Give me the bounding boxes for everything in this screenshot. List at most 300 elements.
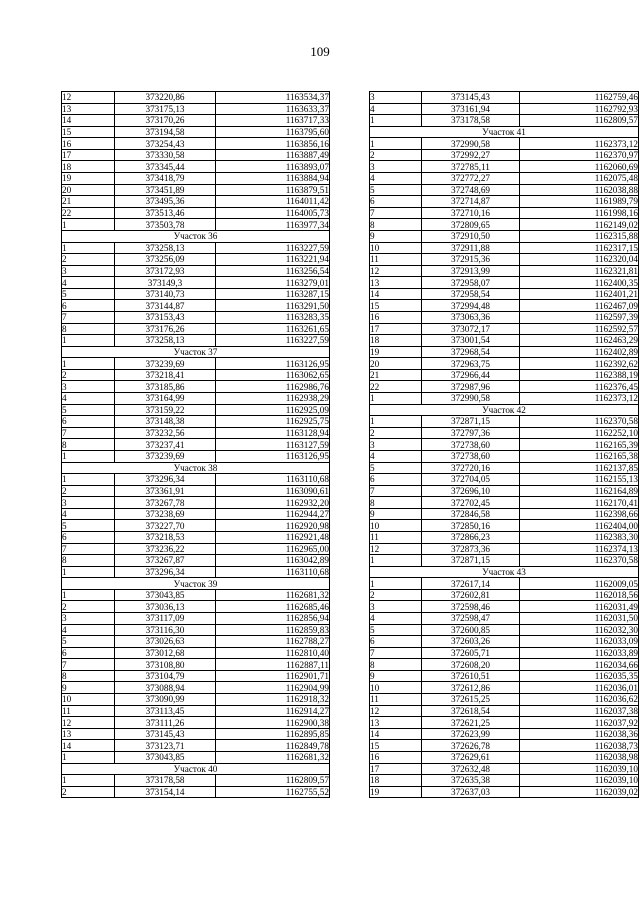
y-coordinate-cell: 1162401,21 — [520, 288, 639, 300]
y-coordinate-cell: 1162463,29 — [520, 335, 639, 347]
point-number-cell: 3 — [62, 497, 115, 509]
x-coordinate-cell: 372702,45 — [422, 497, 520, 509]
x-coordinate-cell: 372963,75 — [422, 358, 520, 370]
coordinate-row — [370, 149, 639, 161]
coordinate-row — [62, 381, 330, 393]
x-coordinate-cell: 373159,22 — [115, 404, 216, 416]
y-coordinate-cell: 1163126,95 — [216, 358, 330, 370]
coordinate-row — [370, 173, 639, 185]
point-number-cell: 12 — [62, 717, 115, 729]
section-header-row — [62, 763, 330, 775]
y-coordinate-cell: 1163042,89 — [216, 555, 330, 567]
x-coordinate-cell: 373149,3 — [115, 277, 216, 289]
y-coordinate-cell: 1162039,10 — [520, 763, 639, 775]
x-coordinate-cell: 373296,34 — [115, 474, 216, 486]
y-coordinate-cell: 1162031,49 — [520, 601, 639, 613]
y-coordinate-cell: 1161998,16 — [520, 207, 639, 219]
y-coordinate-cell: 1162009,05 — [520, 578, 639, 590]
point-number-cell: 15 — [370, 300, 422, 312]
y-coordinate-cell: 1163633,37 — [216, 103, 330, 115]
x-coordinate-cell: 372873,36 — [422, 543, 520, 555]
point-number-cell: 4 — [62, 624, 115, 636]
coordinate-row — [370, 358, 639, 370]
point-number-cell: 13 — [62, 103, 115, 115]
y-coordinate-cell: 1162165,39 — [520, 439, 639, 451]
x-coordinate-cell: 372603,26 — [422, 636, 520, 648]
y-coordinate-cell: 1162035,35 — [520, 670, 639, 682]
x-coordinate-cell: 372846,58 — [422, 508, 520, 520]
y-coordinate-cell: 1163090,61 — [216, 485, 330, 497]
point-number-cell: 2 — [62, 369, 115, 381]
y-coordinate-cell: 1162392,62 — [520, 358, 639, 370]
y-coordinate-cell: 1163227,59 — [216, 335, 330, 347]
y-coordinate-cell: 1162038,36 — [520, 728, 639, 740]
coordinate-row — [62, 531, 330, 543]
coordinate-row — [370, 763, 639, 775]
point-number-cell: 11 — [62, 705, 115, 717]
coordinate-row — [62, 161, 330, 173]
coordinate-row — [62, 555, 330, 567]
point-number-cell: 10 — [62, 694, 115, 706]
point-number-cell: 1 — [62, 335, 115, 347]
point-number-cell: 18 — [370, 335, 422, 347]
y-coordinate-cell: 1163291,50 — [216, 300, 330, 312]
coordinates-table-left — [61, 91, 330, 798]
point-number-cell: 1 — [62, 474, 115, 486]
point-number-cell: 1 — [62, 566, 115, 578]
x-coordinate-cell: 373012,68 — [115, 647, 216, 659]
point-number-cell: 7 — [62, 543, 115, 555]
y-coordinate-cell: 1162986,76 — [216, 381, 330, 393]
coordinate-row — [370, 578, 639, 590]
y-coordinate-cell: 1162685,46 — [216, 601, 330, 613]
x-coordinate-cell: 373256,09 — [115, 254, 216, 266]
y-coordinate-cell: 1163127,59 — [216, 439, 330, 451]
point-number-cell: 3 — [370, 439, 422, 451]
x-coordinate-cell: 373239,69 — [115, 358, 216, 370]
y-coordinate-cell: 1162681,32 — [216, 589, 330, 601]
x-coordinate-cell: 372618,54 — [422, 705, 520, 717]
point-number-cell: 13 — [62, 728, 115, 740]
coordinate-row — [370, 543, 639, 555]
x-coordinate-cell: 372610,51 — [422, 670, 520, 682]
page-number: 109 — [310, 44, 330, 59]
point-number-cell: 6 — [370, 474, 422, 486]
y-coordinate-cell: 1162925,75 — [216, 416, 330, 428]
x-coordinate-cell: 373170,26 — [115, 115, 216, 127]
point-number-cell: 5 — [62, 288, 115, 300]
y-coordinate-cell: 1162900,38 — [216, 717, 330, 729]
point-number-cell: 1 — [370, 578, 422, 590]
coordinate-row — [370, 624, 639, 636]
coordinate-row — [370, 230, 639, 242]
x-coordinate-cell: 372637,03 — [422, 786, 520, 798]
y-coordinate-cell: 1162315,88 — [520, 230, 639, 242]
coordinate-row — [370, 520, 639, 532]
x-coordinate-cell: 373178,58 — [422, 115, 520, 127]
x-coordinate-cell: 373227,70 — [115, 520, 216, 532]
y-coordinate-cell: 1162018,56 — [520, 589, 639, 601]
y-coordinate-cell: 1162370,97 — [520, 149, 639, 161]
x-coordinate-cell: 372617,14 — [422, 578, 520, 590]
coordinate-row — [370, 786, 639, 798]
coordinate-row — [370, 196, 639, 208]
coordinate-row — [62, 508, 330, 520]
coordinate-row — [370, 589, 639, 601]
point-number-cell: 4 — [62, 277, 115, 289]
y-coordinate-cell: 1162402,89 — [520, 346, 639, 358]
coordinate-row — [370, 601, 639, 613]
coordinate-row — [370, 450, 639, 462]
coordinate-row — [62, 670, 330, 682]
x-coordinate-cell: 373418,79 — [115, 173, 216, 185]
point-number-cell: 2 — [62, 485, 115, 497]
x-coordinate-cell: 372598,46 — [422, 601, 520, 613]
y-coordinate-cell: 1162036,01 — [520, 682, 639, 694]
x-coordinate-cell: 372990,58 — [422, 138, 520, 150]
coordinate-row — [62, 115, 330, 127]
y-coordinate-cell: 1162374,13 — [520, 543, 639, 555]
x-coordinate-cell: 373145,43 — [422, 92, 520, 104]
x-coordinate-cell: 373153,43 — [115, 311, 216, 323]
y-coordinate-cell: 1162925,09 — [216, 404, 330, 416]
point-number-cell: 5 — [370, 624, 422, 636]
point-number-cell: 2 — [370, 149, 422, 161]
y-coordinate-cell: 1162383,30 — [520, 531, 639, 543]
coordinate-row — [370, 323, 639, 335]
point-number-cell: 6 — [370, 636, 422, 648]
y-coordinate-cell: 1162859,83 — [216, 624, 330, 636]
y-coordinate-cell: 1162165,38 — [520, 450, 639, 462]
x-coordinate-cell: 373161,94 — [422, 103, 520, 115]
coordinate-row — [62, 277, 330, 289]
point-number-cell: 2 — [62, 601, 115, 613]
point-number-cell: 4 — [62, 508, 115, 520]
coordinate-row — [62, 103, 330, 115]
y-coordinate-cell: 1162137,85 — [520, 462, 639, 474]
coordinate-row — [62, 439, 330, 451]
point-number-cell: 1 — [370, 138, 422, 150]
point-number-cell: 14 — [370, 288, 422, 300]
coordinate-row — [370, 265, 639, 277]
coordinate-row — [370, 115, 639, 127]
coordinate-row — [370, 497, 639, 509]
coordinate-row — [62, 416, 330, 428]
x-coordinate-cell: 372871,15 — [422, 416, 520, 428]
x-coordinate-cell: 372748,69 — [422, 184, 520, 196]
x-coordinate-cell: 372623,99 — [422, 728, 520, 740]
x-coordinate-cell: 372626,78 — [422, 740, 520, 752]
point-number-cell: 10 — [370, 682, 422, 694]
x-coordinate-cell: 373072,17 — [422, 323, 520, 335]
point-number-cell: 20 — [370, 358, 422, 370]
coordinate-row — [62, 543, 330, 555]
point-number-cell: 4 — [370, 450, 422, 462]
x-coordinate-cell: 373232,56 — [115, 427, 216, 439]
y-coordinate-cell: 1163977,34 — [216, 219, 330, 231]
coordinate-row — [62, 775, 330, 787]
point-number-cell: 11 — [370, 694, 422, 706]
y-coordinate-cell: 1162404,00 — [520, 520, 639, 532]
coordinate-row — [370, 439, 639, 451]
x-coordinate-cell: 372612,86 — [422, 682, 520, 694]
coordinate-row — [370, 184, 639, 196]
y-coordinate-cell: 1162592,57 — [520, 323, 639, 335]
coordinate-row — [370, 161, 639, 173]
point-number-cell: 11 — [370, 531, 422, 543]
point-number-cell: 16 — [370, 751, 422, 763]
y-coordinate-cell: 1162034,66 — [520, 659, 639, 671]
y-coordinate-cell: 1162373,12 — [520, 393, 639, 405]
point-number-cell: 7 — [370, 485, 422, 497]
coordinate-row — [62, 450, 330, 462]
coordinate-row — [62, 694, 330, 706]
y-coordinate-cell: 1162075,48 — [520, 173, 639, 185]
y-coordinate-cell: 1162938,29 — [216, 393, 330, 405]
y-coordinate-cell: 1162039,02 — [520, 786, 639, 798]
point-number-cell: 7 — [370, 207, 422, 219]
x-coordinate-cell: 372615,25 — [422, 694, 520, 706]
x-coordinate-cell: 372605,71 — [422, 647, 520, 659]
coordinate-row — [370, 485, 639, 497]
coordinate-row — [370, 728, 639, 740]
point-number-cell: 1 — [62, 775, 115, 787]
x-coordinate-cell: 372772,27 — [422, 173, 520, 185]
coordinate-row — [370, 288, 639, 300]
coordinate-row — [62, 242, 330, 254]
y-coordinate-cell: 1163893,07 — [216, 161, 330, 173]
point-number-cell: 4 — [370, 103, 422, 115]
coordinate-row — [370, 705, 639, 717]
coordinate-row — [62, 311, 330, 323]
point-number-cell: 7 — [62, 311, 115, 323]
point-number-cell: 2 — [370, 427, 422, 439]
coordinate-row — [370, 138, 639, 150]
point-number-cell: 1 — [370, 393, 422, 405]
y-coordinate-cell: 1162032,30 — [520, 624, 639, 636]
coordinate-row — [62, 323, 330, 335]
y-coordinate-cell: 1162037,38 — [520, 705, 639, 717]
coordinate-row — [370, 462, 639, 474]
section-header-row — [62, 346, 330, 358]
point-number-cell: 1 — [370, 115, 422, 127]
y-coordinate-cell: 1162920,98 — [216, 520, 330, 532]
point-number-cell: 1 — [62, 751, 115, 763]
coordinate-row — [370, 311, 639, 323]
point-number-cell: 3 — [370, 92, 422, 104]
coordinate-row — [62, 254, 330, 266]
point-number-cell: 5 — [62, 404, 115, 416]
coordinate-row — [62, 647, 330, 659]
y-coordinate-cell: 1162155,13 — [520, 474, 639, 486]
point-number-cell: 9 — [370, 670, 422, 682]
y-coordinate-cell: 1162467,09 — [520, 300, 639, 312]
y-coordinate-cell: 1162320,04 — [520, 254, 639, 266]
y-coordinate-cell: 1162170,41 — [520, 497, 639, 509]
coordinate-row — [370, 682, 639, 694]
point-number-cell: 1 — [370, 416, 422, 428]
point-number-cell: 13 — [370, 717, 422, 729]
x-coordinate-cell: 373451,89 — [115, 184, 216, 196]
x-coordinate-cell: 372990,58 — [422, 393, 520, 405]
x-coordinate-cell: 372910,50 — [422, 230, 520, 242]
y-coordinate-cell: 1162033,89 — [520, 647, 639, 659]
coordinate-row — [62, 497, 330, 509]
coordinate-row — [62, 613, 330, 625]
x-coordinate-cell: 373296,34 — [115, 566, 216, 578]
x-coordinate-cell: 372710,16 — [422, 207, 520, 219]
x-coordinate-cell: 372714,87 — [422, 196, 520, 208]
point-number-cell: 9 — [370, 230, 422, 242]
point-number-cell: 14 — [62, 740, 115, 752]
coordinate-row — [62, 624, 330, 636]
y-coordinate-cell: 1162901,71 — [216, 670, 330, 682]
y-coordinate-cell: 1162317,15 — [520, 242, 639, 254]
section-header-row — [62, 230, 330, 242]
x-coordinate-cell: 373145,43 — [115, 728, 216, 740]
coordinate-row — [370, 300, 639, 312]
x-coordinate-cell: 372966,44 — [422, 369, 520, 381]
x-coordinate-cell: 373218,41 — [115, 369, 216, 381]
coordinate-row — [62, 705, 330, 717]
coordinate-row — [62, 265, 330, 277]
coordinate-row — [62, 196, 330, 208]
coordinate-row — [370, 531, 639, 543]
y-coordinate-cell: 1162060,69 — [520, 161, 639, 173]
coordinate-row — [370, 613, 639, 625]
x-coordinate-cell: 373220,86 — [115, 92, 216, 104]
x-coordinate-cell: 373123,71 — [115, 740, 216, 752]
coordinate-row — [370, 92, 639, 104]
y-coordinate-cell: 1162252,10 — [520, 427, 639, 439]
coordinate-row — [370, 207, 639, 219]
point-number-cell: 2 — [62, 786, 115, 798]
section-title: Участок 39 — [62, 578, 330, 590]
y-coordinate-cell: 1162400,35 — [520, 277, 639, 289]
y-coordinate-cell: 1163062,65 — [216, 369, 330, 381]
point-number-cell: 8 — [370, 497, 422, 509]
y-coordinate-cell: 1164011,42 — [216, 196, 330, 208]
x-coordinate-cell: 372704,05 — [422, 474, 520, 486]
section-title: Участок 37 — [62, 346, 330, 358]
section-title: Участок 41 — [370, 126, 639, 138]
y-coordinate-cell: 1163261,65 — [216, 323, 330, 335]
coordinate-row — [62, 404, 330, 416]
x-coordinate-cell: 372797,36 — [422, 427, 520, 439]
point-number-cell: 3 — [370, 601, 422, 613]
point-number-cell: 1 — [62, 358, 115, 370]
coordinate-row — [370, 427, 639, 439]
coordinate-row — [370, 474, 639, 486]
y-coordinate-cell: 1162759,46 — [520, 92, 639, 104]
point-number-cell: 17 — [370, 763, 422, 775]
x-coordinate-cell: 373361,91 — [115, 485, 216, 497]
y-coordinate-cell: 1163126,95 — [216, 450, 330, 462]
x-coordinate-cell: 372598,47 — [422, 613, 520, 625]
y-coordinate-cell: 1162376,45 — [520, 381, 639, 393]
point-number-cell: 19 — [370, 346, 422, 358]
x-coordinate-cell: 373043,85 — [115, 751, 216, 763]
point-number-cell: 3 — [62, 381, 115, 393]
x-coordinate-cell: 373140,73 — [115, 288, 216, 300]
x-coordinate-cell: 373111,26 — [115, 717, 216, 729]
x-coordinate-cell: 373108,80 — [115, 659, 216, 671]
point-number-cell: 19 — [62, 173, 115, 185]
point-number-cell: 6 — [62, 531, 115, 543]
y-coordinate-cell: 1162965,00 — [216, 543, 330, 555]
coordinate-row — [62, 728, 330, 740]
coordinate-row — [62, 92, 330, 104]
coordinate-row — [62, 682, 330, 694]
y-coordinate-cell: 1162597,39 — [520, 311, 639, 323]
x-coordinate-cell: 373267,87 — [115, 555, 216, 567]
x-coordinate-cell: 373513,46 — [115, 207, 216, 219]
y-coordinate-cell: 1163279,01 — [216, 277, 330, 289]
y-coordinate-cell: 1162037,92 — [520, 717, 639, 729]
point-number-cell: 8 — [62, 439, 115, 451]
coordinate-row — [62, 393, 330, 405]
x-coordinate-cell: 373063,36 — [422, 311, 520, 323]
coordinate-row — [370, 694, 639, 706]
y-coordinate-cell: 1163128,94 — [216, 427, 330, 439]
y-coordinate-cell: 1161989,79 — [520, 196, 639, 208]
coordinate-row — [62, 566, 330, 578]
y-coordinate-cell: 1163256,54 — [216, 265, 330, 277]
section-title: Участок 36 — [62, 230, 330, 242]
point-number-cell: 7 — [62, 659, 115, 671]
coordinate-row — [62, 485, 330, 497]
y-coordinate-cell: 1162856,94 — [216, 613, 330, 625]
section-header-row — [370, 126, 639, 138]
point-number-cell: 6 — [62, 416, 115, 428]
coordinate-row — [370, 670, 639, 682]
y-coordinate-cell: 1162388,19 — [520, 369, 639, 381]
point-number-cell: 6 — [62, 647, 115, 659]
y-coordinate-cell: 1162370,58 — [520, 555, 639, 567]
x-coordinate-cell: 372809,65 — [422, 219, 520, 231]
coordinate-row — [62, 474, 330, 486]
x-coordinate-cell: 372602,81 — [422, 589, 520, 601]
y-coordinate-cell: 1162918,32 — [216, 694, 330, 706]
coordinate-row — [370, 647, 639, 659]
x-coordinate-cell: 372994,48 — [422, 300, 520, 312]
x-coordinate-cell: 372738,60 — [422, 450, 520, 462]
x-coordinate-cell: 372915,36 — [422, 254, 520, 266]
point-number-cell: 5 — [370, 462, 422, 474]
x-coordinate-cell: 372696,10 — [422, 485, 520, 497]
point-number-cell: 10 — [370, 520, 422, 532]
point-number-cell: 11 — [370, 254, 422, 266]
x-coordinate-cell: 373258,13 — [115, 335, 216, 347]
coordinate-row — [370, 717, 639, 729]
point-number-cell: 12 — [62, 92, 115, 104]
x-coordinate-cell: 373267,78 — [115, 497, 216, 509]
coordinate-row — [370, 740, 639, 752]
point-number-cell: 2 — [370, 589, 422, 601]
x-coordinate-cell: 372992,27 — [422, 149, 520, 161]
y-coordinate-cell: 1163795,60 — [216, 126, 330, 138]
coordinate-row — [62, 369, 330, 381]
coordinate-row — [62, 717, 330, 729]
point-number-cell: 5 — [62, 636, 115, 648]
coordinate-row — [62, 358, 330, 370]
point-number-cell: 18 — [370, 775, 422, 787]
coordinate-row — [370, 242, 639, 254]
y-coordinate-cell: 1162809,57 — [216, 775, 330, 787]
point-number-cell: 12 — [370, 265, 422, 277]
y-coordinate-cell: 1163884,94 — [216, 173, 330, 185]
point-number-cell: 17 — [370, 323, 422, 335]
